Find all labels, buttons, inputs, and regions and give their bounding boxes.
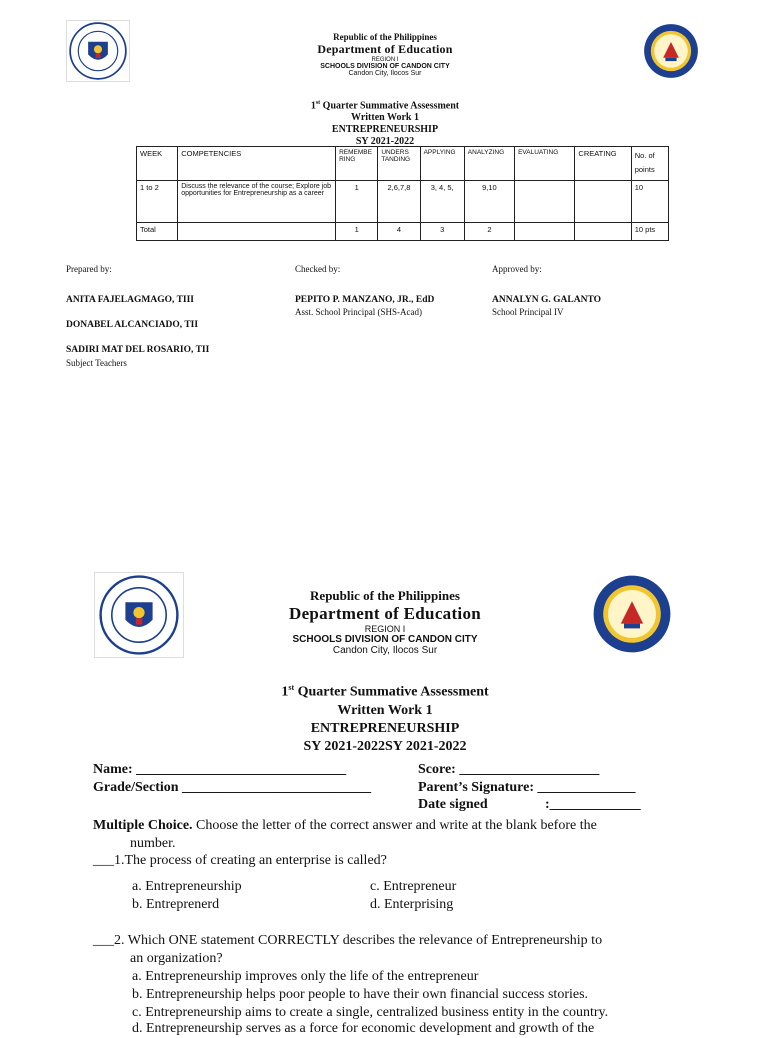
total-creating: [575, 223, 631, 241]
name-field[interactable]: Name: ______________________________: [93, 762, 347, 777]
school-year: SY 2021-2022: [355, 136, 415, 148]
th-points: No. of points: [631, 147, 668, 181]
header-large: [235, 588, 535, 656]
q2-option-d: d. Entrepreneurship serves as a force for economic development and growth of the: [132, 1021, 595, 1036]
approver-name: ANNALYN G. GALANTO: [492, 295, 602, 305]
cell-analyzing: 9,10: [464, 181, 514, 223]
total-label: Total: [137, 223, 178, 241]
date-signed-label: Date signed: [418, 797, 488, 812]
checker-role: Asst. School Principal (SHS-Acad): [295, 307, 422, 317]
q2-option-b: b. Entrepreneurship helps poor people to have their own financial success stories.: [132, 987, 589, 1002]
q2-option-c: c. Entrepreneurship aims to create a single, centralized business entity in the country.: [132, 1005, 609, 1020]
quarter-sup: st: [315, 100, 321, 106]
th-week: WEEK: [137, 147, 178, 181]
division-text: SCHOOLS DIVISION OF CANDON CITY: [320, 63, 450, 70]
republic-text: Republic of the Philippines: [310, 588, 460, 603]
checked-by-label: Checked by:: [295, 264, 341, 274]
checker-name: PEPITO P. MANZANO, JR., EdD: [295, 295, 435, 305]
title-small: [250, 97, 520, 148]
instructions: [93, 817, 683, 835]
school-year: SY 2021-2022SY 2021-2022: [303, 738, 467, 754]
q1-option-c: c. Entrepreneur: [370, 879, 457, 894]
quarter-num: 1: [310, 100, 316, 112]
total-understanding: 4: [378, 223, 420, 241]
q1-stem: ___1.The process of creating an enterprise is called?: [93, 853, 387, 868]
q1-option-d: d. Enterprising: [370, 897, 454, 912]
republic-text: Republic of the Philippines: [333, 32, 437, 42]
deped-kagawaran-seal-icon: [69, 22, 127, 80]
th-analyzing: ANALYZING: [464, 147, 514, 181]
approver-role: School Principal IV: [492, 307, 564, 317]
total-evaluating: [515, 223, 575, 241]
division-text: SCHOOLS DIVISION OF CANDON CITY: [292, 634, 478, 645]
instructions-text: Choose the letter of the correct answer and write at the blank before the: [192, 818, 597, 833]
total-applying: 3: [420, 223, 464, 241]
parent-signature-field[interactable]: Parent’s Signature: ______________: [418, 780, 636, 795]
q1-option-b: b. Entreprenerd: [132, 897, 220, 912]
teacher-role: Subject Teachers: [66, 358, 127, 368]
total-points: 10 pts: [631, 223, 668, 241]
q2-stem-2: an organization?: [130, 951, 223, 966]
cell-applying: 3, 4, 5,: [420, 181, 464, 223]
subject-title: ENTREPRENEURSHIP: [310, 720, 460, 736]
instructions-lead: Multiple Choice.: [93, 818, 193, 833]
grade-section-field[interactable]: Grade/Section ___________________________: [93, 780, 372, 795]
total-analyzing: 2: [464, 223, 514, 241]
cell-creating: [575, 181, 631, 223]
teacher-3-name: SADIRI MAT DEL ROSARIO, TII: [66, 345, 210, 355]
quarter-title: [250, 97, 520, 112]
tos-total-row: [137, 223, 669, 241]
quarter-sup: st: [288, 683, 295, 692]
tos-table: [136, 146, 669, 241]
total-competencies: [178, 223, 336, 241]
deped-candon-seal-icon: [641, 23, 701, 79]
cell-competencies: Discuss the relevance of the course; Explore job opportunities for Entrepreneurship as a career: [178, 181, 336, 223]
th-understanding: UNDERS TANDING: [378, 147, 420, 181]
title-large: [235, 679, 535, 756]
quarter-rest: Quarter Summative Assessment: [320, 100, 460, 112]
cell-points: 10: [631, 181, 668, 223]
cell-evaluating: [515, 181, 575, 223]
instructions-text-2: number.: [130, 836, 176, 851]
header-small: [250, 32, 520, 77]
kagawaran-logo-box-large: [94, 572, 184, 658]
subject-title: ENTREPRENEURSHIP: [331, 124, 439, 136]
th-remembering: REMEMBE RING: [336, 147, 378, 181]
cell-understanding: 2,6,7,8: [378, 181, 420, 223]
th-creating: CREATING: [575, 147, 631, 181]
department-text: Department of Education: [289, 604, 481, 623]
kagawaran-logo-box: [66, 20, 130, 82]
cell-week: 1 to 2: [137, 181, 178, 223]
written-work: Written Work 1: [337, 702, 433, 718]
q2-option-a: a. Entrepreneurship improves only the life of the entrepreneur: [132, 969, 479, 984]
city-text: Candon City, Ilocos Sur: [332, 645, 438, 656]
date-signed-field[interactable]: :_____________: [545, 797, 641, 812]
quarter-rest: Quarter Summative Assessment: [294, 684, 489, 700]
deped-candon-seal-icon: [590, 574, 674, 654]
q2-stem: ___2. Which ONE statement CORRECTLY describes the relevance of Entrepreneurship to: [93, 933, 603, 948]
region-text: REGION I: [364, 624, 406, 634]
cell-remembering: 1: [336, 181, 378, 223]
region-text: REGION I: [371, 57, 399, 63]
deped-kagawaran-seal-icon: [98, 575, 180, 655]
total-remembering: 1: [336, 223, 378, 241]
city-text: Candon City, Ilocos Sur: [348, 70, 422, 77]
th-applying: APPLYING: [420, 147, 464, 181]
quarter-num: 1: [281, 684, 289, 700]
teacher-1-name: ANITA FAJELAGMAGO, TIII: [66, 295, 195, 305]
approved-by-label: Approved by:: [492, 264, 542, 274]
tos-header-row: [137, 147, 669, 181]
quarter-title: [235, 679, 535, 702]
prepared-by-label: Prepared by:: [66, 264, 112, 274]
department-text: Department of Education: [317, 42, 453, 56]
th-evaluating: EVALUATING: [515, 147, 575, 181]
written-work: Written Work 1: [351, 112, 419, 124]
teacher-2-name: DONABEL ALCANCIADO, TII: [66, 320, 199, 330]
q1-option-a: a. Entrepreneurship: [132, 879, 242, 894]
score-field[interactable]: Score: ____________________: [418, 762, 600, 777]
tos-row-1: [137, 181, 669, 223]
th-competencies: COMPETENCIES: [178, 147, 336, 181]
